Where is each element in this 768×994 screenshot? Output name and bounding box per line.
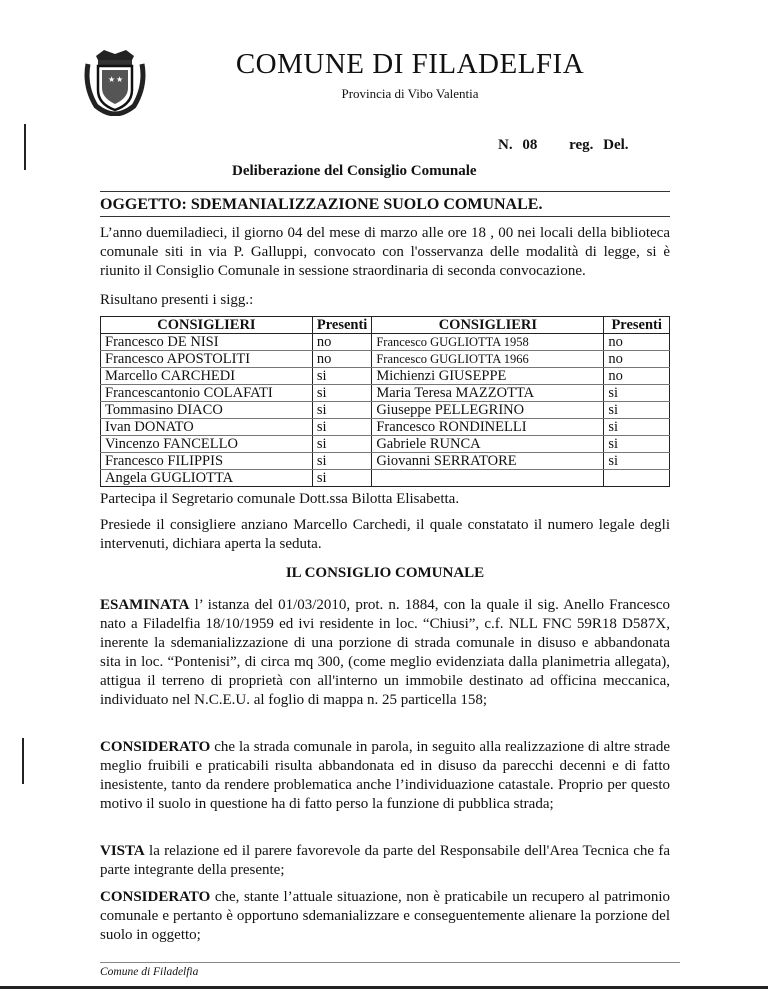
deliberation-title: Deliberazione del Consiglio Comunale — [232, 163, 477, 179]
divider — [100, 191, 670, 192]
table-row — [101, 334, 670, 351]
presence-value: no — [312, 351, 371, 368]
table-row — [101, 419, 670, 436]
svg-text:★: ★ — [108, 75, 116, 84]
councillor-name: Michienzi GIUSEPPE — [372, 368, 604, 385]
councillor-name: Ivan DONATO — [101, 419, 313, 436]
table-row — [101, 402, 670, 419]
paragraph-lead: ESAMINATA — [100, 597, 190, 613]
councillor-name: Giuseppe PELLEGRINO — [372, 402, 604, 419]
paragraph-text: che la strada comunale in parola, in seguito alla realizzazione di altre strade meglio fruibili e praticabili risulta abbandonata ed in disuso da parecchi decenni e di fatto inesistente, tanto da rendere problematica anche l’individuazione catastale. Proprio per questo motivo il suolo in questione ha di fatto perso la funzione di pubblica strada; — [100, 739, 670, 812]
divider — [100, 216, 670, 217]
presence-value: si — [312, 436, 371, 453]
presence-value — [604, 470, 670, 487]
councillor-name: Maria Teresa MAZZOTTA — [372, 385, 604, 402]
presence-value: si — [604, 402, 670, 419]
body-paragraph — [100, 738, 670, 814]
paragraph-lead: VISTA — [100, 843, 145, 859]
col-header-councillors: CONSIGLIERI — [372, 317, 604, 334]
province-subtitle: Provincia di Vibo Valentia — [341, 86, 479, 101]
table-row — [101, 470, 670, 487]
presence-value: no — [604, 368, 670, 385]
footer-divider — [100, 962, 680, 963]
councillor-name: Giovanni SERRATORE — [372, 453, 604, 470]
councillor-name: Marcello CARCHEDI — [101, 368, 313, 385]
municipality-title: COMUNE DI FILADELFIA — [235, 48, 585, 80]
presence-value: si — [312, 368, 371, 385]
registration-number — [498, 137, 629, 154]
chair-paragraph: Presiede il consigliere anziano Marcello Carchedi, il quale constatato il numero legale degli intervenuti, dichiara aperta la seduta. — [100, 517, 670, 552]
paragraph-lead: CONSIDERATO — [100, 739, 211, 755]
councillor-name: Francesco GUGLIOTTA 1958 — [372, 334, 604, 351]
scan-mark — [24, 124, 26, 170]
presence-value: si — [312, 453, 371, 470]
councillor-name: Francesco RONDINELLI — [372, 419, 604, 436]
paragraph-text: che, stante l’attuale situazione, non è praticabile un recupero al patrimonio comunale e pertanto è opportuno sdemanializzare e conseguentemente alienare la porzione del suolo in oggetto; — [100, 889, 670, 943]
presence-value: no — [312, 334, 371, 351]
table-row — [101, 453, 670, 470]
body-paragraph — [100, 842, 670, 880]
scan-mark — [22, 738, 24, 784]
reg-number-value: N. 08 — [498, 137, 538, 153]
presence-value: si — [312, 470, 371, 487]
municipal-crest-icon — [82, 46, 148, 116]
intro-paragraph: L’anno duemiladieci, il giorno 04 del mese di marzo alle ore 18 , 00 nei locali della biblioteca comunale siti in via P. Galluppi, convocato con l'osservanza delle modalità di legge, si è riunito il Consiglio Comunale in sessione straordinaria di seconda convocazione. — [100, 225, 670, 279]
reg-label: reg. Del. — [569, 137, 629, 153]
attendance-table — [100, 316, 670, 487]
body-paragraph — [100, 888, 670, 945]
attendance-label: Risultano presenti i sigg.: — [100, 292, 254, 308]
councillor-name: Francesco FILIPPIS — [101, 453, 313, 470]
col-header-present: Presenti — [312, 317, 371, 334]
paragraph-text: la relazione ed il parere favorevole da parte del Responsabile dell'Area Tecnica che fa parte integrante della presente; — [100, 843, 670, 878]
table-header-row — [101, 317, 670, 334]
table-row — [101, 351, 670, 368]
presence-value: si — [604, 419, 670, 436]
councillor-name: Gabriele RUNCA — [372, 436, 604, 453]
presence-value: si — [604, 385, 670, 402]
councillor-name — [372, 470, 604, 487]
presence-value: no — [604, 351, 670, 368]
subject-line: OGGETTO: SDEMANIALIZZAZIONE SUOLO COMUNALE. — [100, 196, 543, 213]
paragraph-text: l’ istanza del 01/03/2010, prot. n. 1884, con la quale il sig. Anello Francesco nato a Filadelfia 18/10/1959 ed ivi residente in loc. “Chiusi”, c.f. NLL FNC 59R18 D587X, inerente la sdemanializzazione di una porzione di strada comunale in disuso e abbandonata sita in loc. “Pontenisi”, di circa mq 300, (come meglio evidenziata dalla planimetria allegata), attigua il terreno di proprietà con all'interno un immobile destinato ad officina meccanica, individuato nel N.C.E.U. al foglio di mappa n. 25 particella 158; — [100, 597, 670, 708]
paragraph-lead: CONSIDERATO — [100, 889, 211, 905]
col-header-councillors: CONSIGLIERI — [101, 317, 313, 334]
presence-value: si — [312, 402, 371, 419]
presence-value: si — [604, 436, 670, 453]
presence-value: si — [604, 453, 670, 470]
table-row — [101, 368, 670, 385]
table-row — [101, 385, 670, 402]
scan-edge — [0, 986, 768, 989]
body-paragraph — [100, 596, 670, 710]
col-header-present: Presenti — [604, 317, 670, 334]
councillor-name: Angela GUGLIOTTA — [101, 470, 313, 487]
councillor-name: Francesco GUGLIOTTA 1966 — [372, 351, 604, 368]
councillor-name: Francesco DE NISI — [101, 334, 313, 351]
table-row — [101, 436, 670, 453]
footer-text: Comune di Filadelfia — [100, 966, 199, 978]
councillor-name: Vincenzo FANCELLO — [101, 436, 313, 453]
presence-value: no — [604, 334, 670, 351]
councillor-name: Tommasino DIACO — [101, 402, 313, 419]
secretary-paragraph: Partecipa il Segretario comunale Dott.ssa Bilotta Elisabetta. — [100, 491, 460, 507]
presence-value: si — [312, 385, 371, 402]
council-heading: IL CONSIGLIO COMUNALE — [285, 565, 485, 581]
councillor-name: Francescantonio COLAFATI — [101, 385, 313, 402]
councillor-name: Francesco APOSTOLITI — [101, 351, 313, 368]
presence-value: si — [312, 419, 371, 436]
svg-text:★: ★ — [116, 75, 124, 84]
